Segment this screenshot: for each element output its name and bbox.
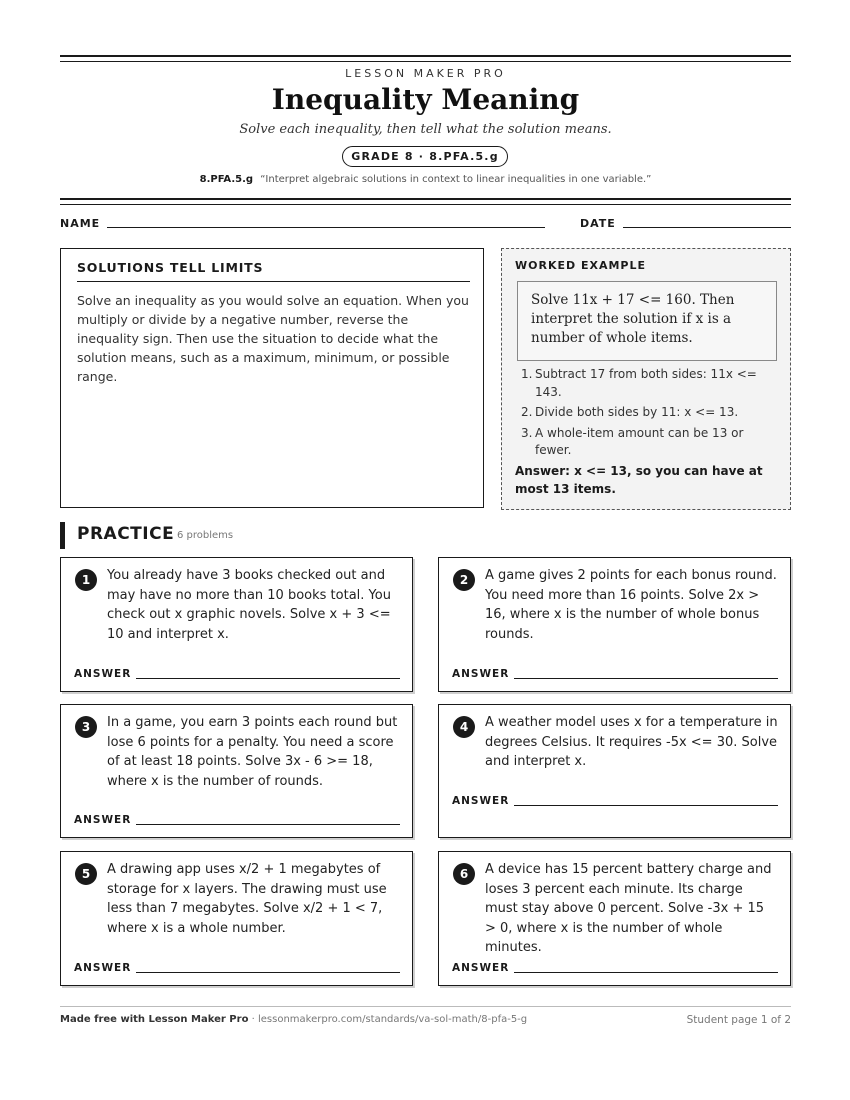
footer-credit (60, 1014, 527, 1025)
problem-card-2 (438, 557, 791, 692)
problem-text: A game gives 2 points for each bonus round. You need more than 16 points. Solve 2x > 16, where x is the number of whole bonus rounds. (485, 568, 777, 642)
footer-rule (60, 1006, 791, 1007)
worked-example-heading: WORKED EXAMPLE (515, 259, 646, 272)
concept-heading: SOLUTIONS TELL LIMITS (77, 260, 470, 282)
footer-separator: · (248, 1014, 258, 1025)
brand-name: LESSON MAKER PRO (345, 67, 506, 80)
problem-number-badge: 2 (453, 569, 475, 591)
date-label: DATE (580, 217, 616, 230)
problem-card-1 (60, 557, 413, 692)
problem-number-badge: 4 (453, 716, 475, 738)
answer-label: ANSWER (452, 795, 510, 807)
standard-code: 8.PFA.5.g (199, 174, 254, 185)
concept-body: Solve an inequality as you would solve an equation. When you multiply or divide by a negative number, reverse the inequality sign. Then use the situation to decide what the solution means, such as a maximum, minimum, or possible range. (77, 293, 469, 384)
header-bottom-rule (60, 198, 791, 205)
answer-label: ANSWER (452, 668, 510, 680)
worked-example-box (501, 248, 791, 510)
worked-example-answer: Answer: x <= 13, so you can have at most 13 items. (515, 464, 763, 496)
worked-example-steps (515, 366, 767, 463)
problem-text: A drawing app uses x/2 + 1 megabytes of storage for x layers. The drawing must use less than 7 megabytes. Solve x/2 + 1 < 7, where x is a whole number. (107, 862, 387, 936)
date-line[interactable] (623, 227, 791, 228)
practice-accent-bar (60, 522, 65, 549)
answer-label: ANSWER (74, 962, 132, 974)
practice-count: 6 problems (177, 530, 234, 541)
concept-box (60, 248, 484, 508)
worked-step: 3. A whole-item amount can be 13 or fewer. (521, 425, 744, 457)
name-line[interactable] (107, 227, 545, 228)
problem-number-badge: 1 (75, 569, 97, 591)
worked-example-problem: Solve 11x + 17 <= 160. Then interpret the solution if x is a number of whole items. (517, 281, 777, 361)
standard-line (60, 174, 791, 185)
worksheet-page (60, 0, 791, 1100)
footer-page-number: Student page 1 of 2 (686, 1014, 791, 1026)
problem-text: In a game, you earn 3 points each round but lose 6 points for a penalty. You need a score of at least 18 points. Solve 3x - 6 >= 18, where x is the number of rounds. (107, 715, 398, 789)
page-subtitle: Solve each inequality, then tell what the solution means. (239, 122, 612, 137)
worked-step: 2. Divide both sides by 11: x <= 13. (521, 405, 739, 419)
problem-text: A weather model uses x for a temperature in degrees Celsius. It requires -5x <= 30. Solve and interpret x. (485, 715, 778, 769)
answer-line[interactable] (136, 972, 400, 973)
name-label: NAME (60, 217, 101, 230)
answer-label: ANSWER (74, 814, 132, 826)
problem-number-badge: 6 (453, 863, 475, 885)
answer-label: ANSWER (74, 668, 132, 680)
answer-line[interactable] (136, 678, 400, 679)
problem-card-4 (438, 704, 791, 838)
problem-card-3 (60, 704, 413, 838)
standard-text: “Interpret algebraic solutions in context to linear inequalities in one variable.” (260, 174, 652, 185)
answer-line[interactable] (514, 972, 778, 973)
page-title: Inequality Meaning (271, 83, 580, 116)
answer-line[interactable] (136, 824, 400, 825)
header-top-rule (60, 55, 791, 62)
problem-text: A device has 15 percent battery charge and loses 3 percent each minute. Its charge must stay above 0 percent. Solve -3x + 15 > 0, where x is the number of whole minutes. (485, 862, 772, 955)
grade-badge: GRADE 8 · 8.PFA.5.g (342, 146, 508, 167)
answer-line[interactable] (514, 678, 778, 679)
problem-number-badge: 5 (75, 863, 97, 885)
problem-text: You already have 3 books checked out and may have no more than 10 books total. You check out x graphic novels. Solve x + 3 <= 10 and interpret x. (107, 568, 391, 642)
problem-number-badge: 3 (75, 716, 97, 738)
problem-card-6 (438, 851, 791, 986)
answer-label: ANSWER (452, 962, 510, 974)
footer-made-with: Made free with Lesson Maker Pro (60, 1014, 249, 1025)
footer-url[interactable]: lessonmakerpro.com/standards/va-sol-math/8-pfa-5-g (257, 1014, 528, 1025)
problem-card-5 (60, 851, 413, 986)
practice-title: PRACTICE (77, 524, 175, 544)
worked-step: 1. Subtract 17 from both sides: 11x <= 143. (521, 367, 757, 399)
answer-line[interactable] (514, 805, 778, 806)
